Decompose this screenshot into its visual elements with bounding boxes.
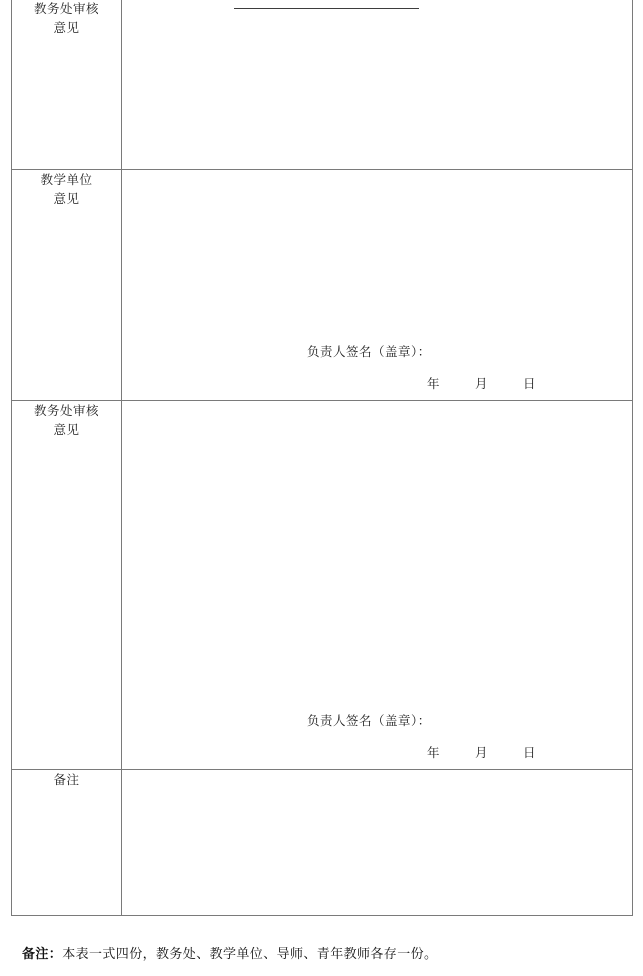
date-line <box>122 743 632 761</box>
footnote <box>22 943 437 962</box>
row-label-line: 教务处审核 <box>33 403 99 418</box>
date-month: 月 <box>474 376 488 391</box>
row-label-line: 意见 <box>53 422 80 438</box>
row-label-line: 备注 <box>53 772 80 787</box>
row-label-line: 教务处审核 <box>33 1 99 16</box>
row-content-academic-affairs-review-2[interactable] <box>122 401 633 770</box>
footnote-text: 本表一式四份，教务处、教学单位、导师、青年教师各存一份。 <box>62 947 438 962</box>
signature-label: 负责人签名（盖章）： <box>307 344 431 359</box>
row-label-remarks <box>12 770 122 916</box>
table-row <box>12 0 633 170</box>
row-label-line: 意见 <box>53 20 80 36</box>
row-content-remarks[interactable] <box>122 770 633 916</box>
table-row <box>12 170 633 401</box>
date-year: 年 <box>427 745 441 760</box>
row-content-academic-affairs-review-1[interactable] <box>122 0 633 170</box>
row-label-line: 教学单位 <box>40 172 93 187</box>
approval-form-table <box>11 0 633 916</box>
row-content-teaching-unit-opinion[interactable] <box>122 170 633 401</box>
date-year: 年 <box>427 376 441 391</box>
row-label-academic-affairs-review-2 <box>12 401 122 770</box>
date-month: 月 <box>474 745 488 760</box>
signature-block <box>122 711 632 761</box>
table-row <box>12 770 633 916</box>
date-day: 日 <box>522 745 536 760</box>
row-label-teaching-unit-opinion <box>12 170 122 401</box>
row-label-line: 意见 <box>53 191 80 207</box>
signature-block <box>122 342 632 392</box>
footnote-label: 备注： <box>22 947 63 962</box>
date-day: 日 <box>522 376 536 391</box>
date-line <box>122 374 632 392</box>
table-row <box>12 401 633 770</box>
signature-label: 负责人签名（盖章）： <box>307 713 431 728</box>
row-label-academic-affairs-review-1 <box>12 0 122 170</box>
